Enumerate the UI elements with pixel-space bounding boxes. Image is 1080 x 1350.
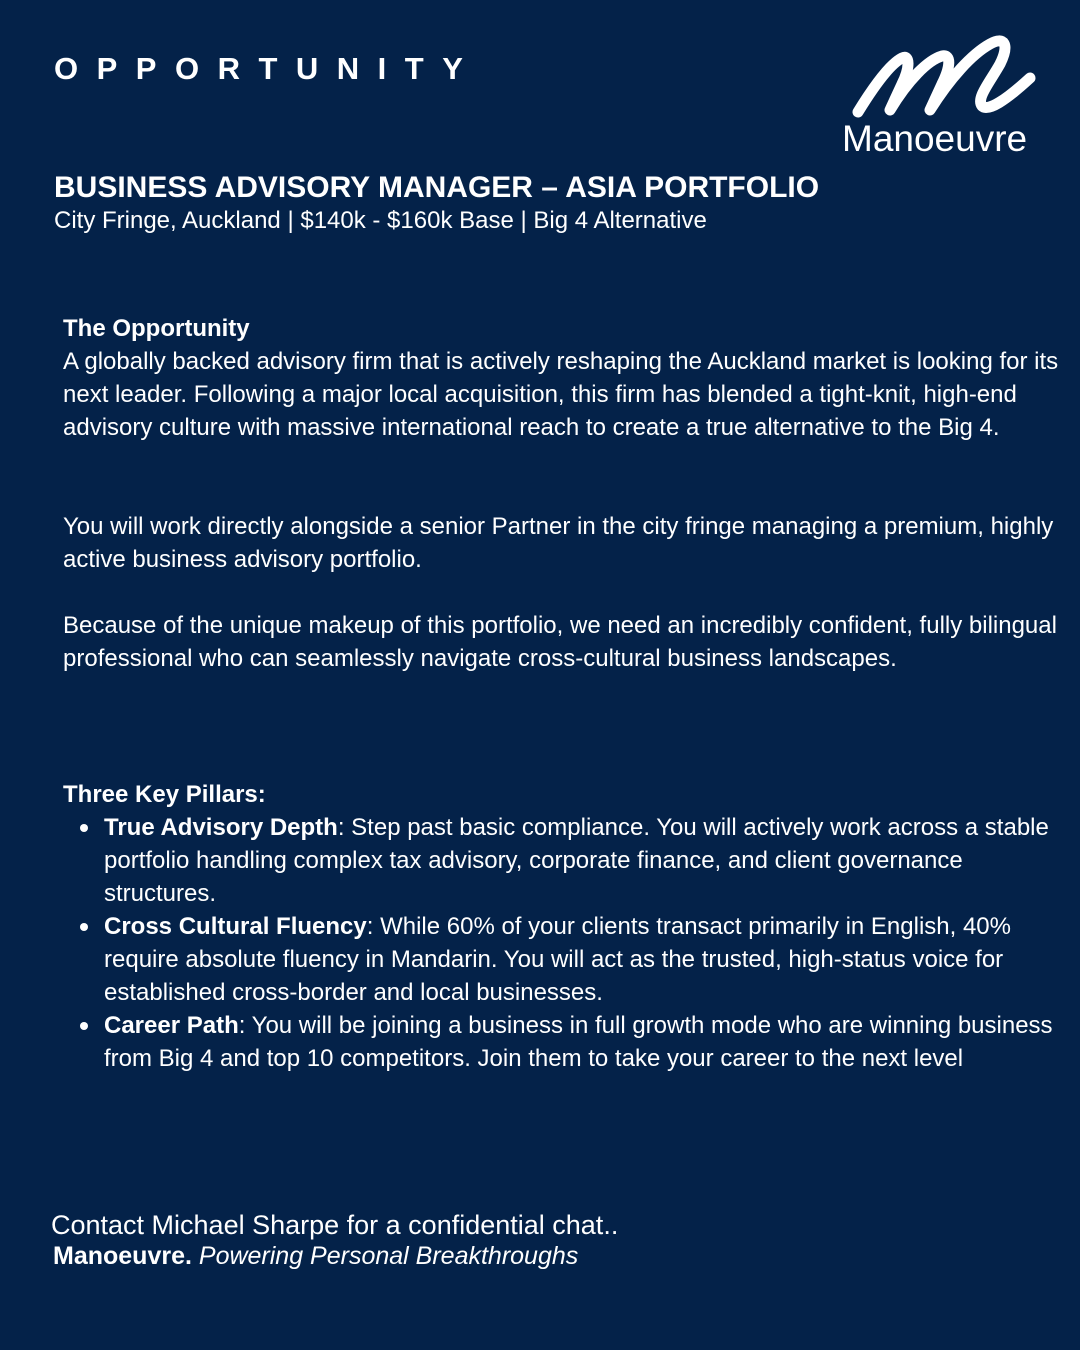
job-title: BUSINESS ADVISORY MANAGER – ASIA PORTFOLIO: [54, 171, 820, 204]
pillar-text: : You will be joining a business in full growth mode who are winning business from Big 4 and top 10 competitors. Join them to take your career to the next level: [104, 1012, 1053, 1072]
tagline-brand: Manoeuvre.: [53, 1242, 192, 1270]
pillars-list: [63, 811, 1064, 1075]
pillar-text: : Step past basic compliance. You will actively work across a stable portfolio handling complex tax advisory, corporate finance, and client governance structures.: [104, 814, 1049, 907]
bullet-icon: [80, 824, 88, 832]
bullet-icon: [80, 923, 88, 931]
opportunity-paragraph-2: You will work directly alongside a senior Partner in the city fringe managing a premium, highly active business advisory portfolio.: [63, 513, 1054, 573]
opportunity-paragraph-1: A globally backed advisory firm that is actively reshaping the Auckland market is looking for its next leader. Following a major local acquisition, this firm has blended a tight-knit, high-end advisory culture with massive international reach to create a true alternative to the Big 4.: [63, 348, 1059, 441]
job-meta: City Fringe, Auckland | $140k - $160k Base | Big 4 Alternative: [54, 207, 707, 234]
eyebrow-label: OPPORTUNITY: [54, 51, 482, 86]
pillar-item: [104, 910, 1064, 1009]
contact-line: Contact Michael Sharpe for a confidential chat..: [51, 1210, 619, 1240]
tagline: [53, 1240, 578, 1272]
pillar-label: Cross Cultural Fluency: [104, 913, 367, 940]
logo-wordmark: Manoeuvre: [842, 118, 1028, 159]
manoeuvre-m-script-logo-icon: [850, 34, 1036, 120]
pillar-item: [104, 1009, 1064, 1075]
brand-logo: [838, 30, 1038, 160]
pillar-item: [104, 811, 1064, 910]
opportunity-heading: The Opportunity: [63, 315, 250, 342]
pillar-text: : While 60% of your clients transact primarily in English, 40% require absolute fluency in Mandarin. You will act as the trusted, high-status voice for established cross-border and local businesses.: [104, 913, 1011, 1006]
pillars-heading: Three Key Pillars:: [63, 781, 266, 808]
tagline-slogan: Powering Personal Breakthroughs: [198, 1242, 579, 1270]
opportunity-paragraph-3: Because of the unique makeup of this portfolio, we need an incredibly confident, fully bilingual professional who can seamlessly navigate cross-cultural business landscapes.: [63, 612, 1057, 672]
pillar-label: Career Path: [104, 1012, 239, 1039]
bullet-icon: [80, 1022, 88, 1030]
pillar-label: True Advisory Depth: [104, 814, 338, 841]
